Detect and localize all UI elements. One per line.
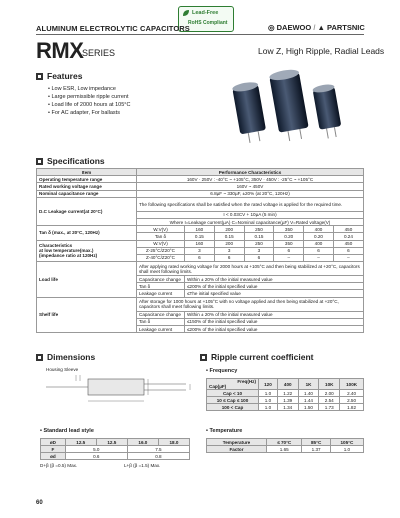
spec-label: Shelf life [37, 297, 137, 333]
freq-value: 2.54 [319, 397, 340, 404]
brand-daewoo: DAEWOO [276, 23, 312, 32]
lead-style-table [40, 438, 190, 460]
freq-value: 1.0 [259, 390, 278, 397]
cap-hdr: Cap(µF) [209, 384, 227, 389]
lead-head-row [41, 439, 190, 446]
char-value: 3 [185, 247, 215, 254]
char-value: 6 [333, 247, 363, 254]
feature-item: • For AC adapter, For ballasts [48, 109, 130, 117]
freq-corner [207, 379, 259, 390]
freq-col: 10K [319, 379, 340, 390]
tan-wv-label: W.V(V) [137, 226, 185, 233]
spec-row [37, 262, 364, 276]
tan-value: 0.15 [214, 233, 244, 240]
char-voltage: 250 [244, 240, 274, 247]
frequency-heading: • Frequency [206, 368, 238, 374]
spec-value: 160V · 250V : -40°C ~ +105°C, 350V · 450V : -25°C ~ +105°C [137, 176, 364, 183]
shelf-text: After storage for 1000 hours at +105°C with no voltage applied and then being stabilized at +20°C, capacitors shall meet following limits. [137, 297, 364, 311]
temp-head-row [207, 439, 364, 446]
char-row1-label: Z-25°C/Z20°C [137, 247, 185, 254]
tan-d-label: Tan δ [137, 233, 185, 240]
frequency-table [206, 378, 364, 411]
tan-value: 0.20 [274, 233, 304, 240]
life-cap-value: Within ± 20% of the initial measured value [185, 276, 364, 283]
specifications-table [36, 168, 364, 333]
shelf-cap-value: Within ± 20% of the initial measured value [185, 311, 364, 318]
freq-value: 1.44 [298, 397, 319, 404]
char-voltage: 350 [274, 240, 304, 247]
capacitor-photo [222, 68, 348, 144]
freq-value: 2.50 [340, 397, 364, 404]
temp-row-label: Factor [207, 446, 267, 453]
char-row2-label: Z-40°C/Z20°C [137, 254, 185, 261]
ripple-heading [200, 352, 314, 362]
spec-label: Tan δ (max., at 20°C, 120Hz) [37, 226, 137, 240]
tan-value: 0.15 [185, 233, 215, 240]
temperature-heading: • Temperature [206, 428, 243, 434]
char-label-3: (impedance ratio at 120Hz) [39, 253, 98, 259]
char-value: – [304, 254, 334, 261]
spec-value: The following specifications shall be satisfied when the rated voltage is applied for the required time. [137, 197, 364, 211]
char-voltage: 160 [185, 240, 215, 247]
spec-row [37, 240, 364, 247]
freq-col: 1K [298, 379, 319, 390]
life-tan-value: ≤200% of the initial specified value [185, 283, 364, 290]
series-tagline: Low Z, High Ripple, Radial Leads [258, 46, 385, 56]
char-value: – [333, 254, 363, 261]
char-label-2: at low temperature(max.) [39, 248, 94, 254]
temp-col: ≤ 70°C [267, 439, 302, 446]
lead-cell: 12.5 [96, 439, 127, 446]
dc-formula: I < 0.03CV + 10µA (5 min) [137, 211, 364, 218]
dimension-drawing [36, 375, 196, 415]
spec-label: Rated working voltage range [37, 183, 137, 190]
freq-value: 1.50 [298, 404, 319, 411]
temp-row [207, 446, 364, 453]
char-value: 6 [274, 247, 304, 254]
leaf-icon [182, 9, 190, 17]
spec-col-item: Item [37, 169, 137, 176]
freq-value: 1.0 [259, 404, 278, 411]
lead-cell: 12.5 [65, 439, 96, 446]
freq-value: 1.34 [277, 404, 298, 411]
freq-value: 1.40 [298, 390, 319, 397]
header-rule [36, 34, 364, 35]
badge-lead-free: Lead-Free [192, 10, 219, 16]
brand-partsnic: PARTSNIC [327, 23, 365, 32]
lead-d-row [41, 453, 190, 460]
char-voltage: 450 [333, 240, 363, 247]
char-label-1: Characteristics [39, 243, 73, 249]
temp-col: 85°C [302, 439, 330, 446]
freq-value: 1.22 [277, 390, 298, 397]
freq-row [207, 397, 364, 404]
spec-label: Load life [37, 262, 137, 298]
features-list [48, 85, 130, 117]
section-bullet-icon [36, 354, 43, 361]
tan-value: 0.20 [304, 233, 334, 240]
spec-row [37, 297, 364, 311]
spec-row [37, 190, 364, 197]
life-leak-value: ≤The initial specified value [185, 290, 364, 297]
temp-value: 1.0 [330, 446, 363, 453]
lead-cell: øD [41, 439, 66, 446]
feature-item: • Load life of 2000 hours at 105°C [48, 101, 130, 109]
shelf-leak-value: ≤200% of the initial specified value [185, 326, 364, 333]
lead-cell: 16.0 [127, 439, 158, 446]
features-heading [36, 71, 82, 81]
spec-row [37, 197, 364, 211]
spec-value: 6.8µF ~ 330µF, ±20% (at 20°C, 120Hz) [137, 190, 364, 197]
section-bullet-icon [36, 158, 43, 165]
ripple-heading-text: Ripple current coefficient [211, 352, 314, 362]
spec-label: D.C Leakage current(at 20°C) [37, 197, 137, 225]
dimensions-heading [36, 352, 95, 362]
char-value: 6 [304, 247, 334, 254]
freq-row-label: 10 ≤ Cap ≤ 100 [207, 397, 259, 404]
char-value: 6 [244, 254, 274, 261]
char-wv-label: W.V(V) [137, 240, 185, 247]
temp-value: 1.37 [302, 446, 330, 453]
char-value: 6 [185, 254, 215, 261]
temp-col: 105°C [330, 439, 363, 446]
tan-voltage: 400 [304, 226, 334, 233]
tan-voltage: 200 [214, 226, 244, 233]
life-leak-label: Leakage current [137, 290, 185, 297]
temperature-table [206, 438, 364, 453]
tan-voltage: 450 [333, 226, 363, 233]
spec-label: Operating temperature range [37, 176, 137, 183]
freq-hdr: Freq(Hz) [237, 379, 256, 384]
tan-voltage: 160 [185, 226, 215, 233]
series-word: SERIES [82, 48, 116, 58]
temp-value: 1.65 [267, 446, 302, 453]
freq-row-label: 100 < Cap [207, 404, 259, 411]
lead-style-heading: • Standard lead style [40, 428, 94, 434]
lead-note-1: D+β (β =0.5) Max. [40, 463, 78, 468]
freq-head-row [207, 379, 364, 390]
freq-value: 1.39 [277, 397, 298, 404]
char-value: 3 [244, 247, 274, 254]
lead-p-row [41, 446, 190, 453]
freq-value: 2.40 [340, 390, 364, 397]
freq-value: 1.0 [259, 397, 278, 404]
spec-row [37, 226, 364, 233]
freq-value: 1.73 [319, 404, 340, 411]
life-text: After applying rated working voltage for 2000 hours at +105°C and then being stabilized at +20°C, capacitors shall meet following limits. [137, 262, 364, 276]
section-bullet-icon [36, 73, 43, 80]
temp-hdr-label: Temperature [207, 439, 267, 446]
section-bullet-icon [200, 354, 207, 361]
freq-value: 1.82 [340, 404, 364, 411]
series-code: RMX [36, 38, 84, 63]
spec-label: Nominal capacitance range [37, 190, 137, 197]
char-voltage: 200 [214, 240, 244, 247]
char-value: – [274, 254, 304, 261]
features-heading-text: Features [47, 71, 83, 81]
header-category: ALUMINUM ELECTROLYTIC CAPACITORS [36, 24, 190, 33]
freq-row [207, 390, 364, 397]
lead-cell: 0.6 [65, 453, 127, 460]
char-value: 3 [214, 247, 244, 254]
page-number: 60 [36, 500, 43, 506]
freq-row-label: Cap < 10 [207, 390, 259, 397]
lead-note-2: L+β (β =1.5) Max. [124, 463, 161, 468]
freq-col: 400 [277, 379, 298, 390]
spec-value: 160V ~ 450V [137, 183, 364, 190]
shelf-cap-label: Capacitance change [137, 311, 185, 318]
lead-cell: 0.8 [127, 453, 189, 460]
char-value: 6 [214, 254, 244, 261]
dc-where: Where I=Leakage current(µA) C=Nominal capacitance(µF) V=Rated voltage(V) [137, 218, 364, 225]
lead-cell: ød [41, 453, 66, 460]
freq-col: 120 [259, 379, 278, 390]
partsnic-logo-icon: ▲ [317, 23, 325, 32]
spec-header-row [37, 169, 364, 176]
freq-value: 2.00 [319, 390, 340, 397]
spec-label [37, 240, 137, 262]
tan-voltage: 350 [274, 226, 304, 233]
spec-row [37, 176, 364, 183]
specifications-heading [36, 156, 105, 166]
freq-row [207, 404, 364, 411]
tan-voltage: 250 [244, 226, 274, 233]
shelf-tan-label: Tan δ [137, 318, 185, 325]
dimensions-heading-text: Dimensions [47, 352, 96, 362]
feature-item: • Low ESR, Low impedance [48, 85, 130, 93]
badge-rohs: RoHS Compliant [188, 20, 228, 26]
specifications-heading-text: Specifications [47, 156, 105, 166]
feature-item: • Large permissible ripple current [48, 93, 130, 101]
shelf-tan-value: ≤150% of the initial specified value [185, 318, 364, 325]
lead-cell: 18.0 [158, 439, 189, 446]
freq-col: 100K [340, 379, 364, 390]
spec-col-perf: Performance Characteristics [137, 169, 364, 176]
life-cap-label: Capacitance change [137, 276, 185, 283]
char-voltage: 400 [304, 240, 334, 247]
daewoo-logo-icon: ◎ [268, 23, 275, 32]
shelf-leak-label: Leakage current [137, 326, 185, 333]
header-brands: ◎ DAEWOO / ▲ PARTSNIC [268, 23, 365, 32]
lead-cell: 5.0 [65, 446, 127, 453]
tan-value: 0.15 [244, 233, 274, 240]
housing-label: Housing Sleeve [46, 367, 79, 372]
lead-cell: 7.5 [127, 446, 189, 453]
life-tan-label: Tan δ [137, 283, 185, 290]
lead-cell: F [41, 446, 66, 453]
spec-row [37, 183, 364, 190]
tan-value: 0.24 [333, 233, 363, 240]
